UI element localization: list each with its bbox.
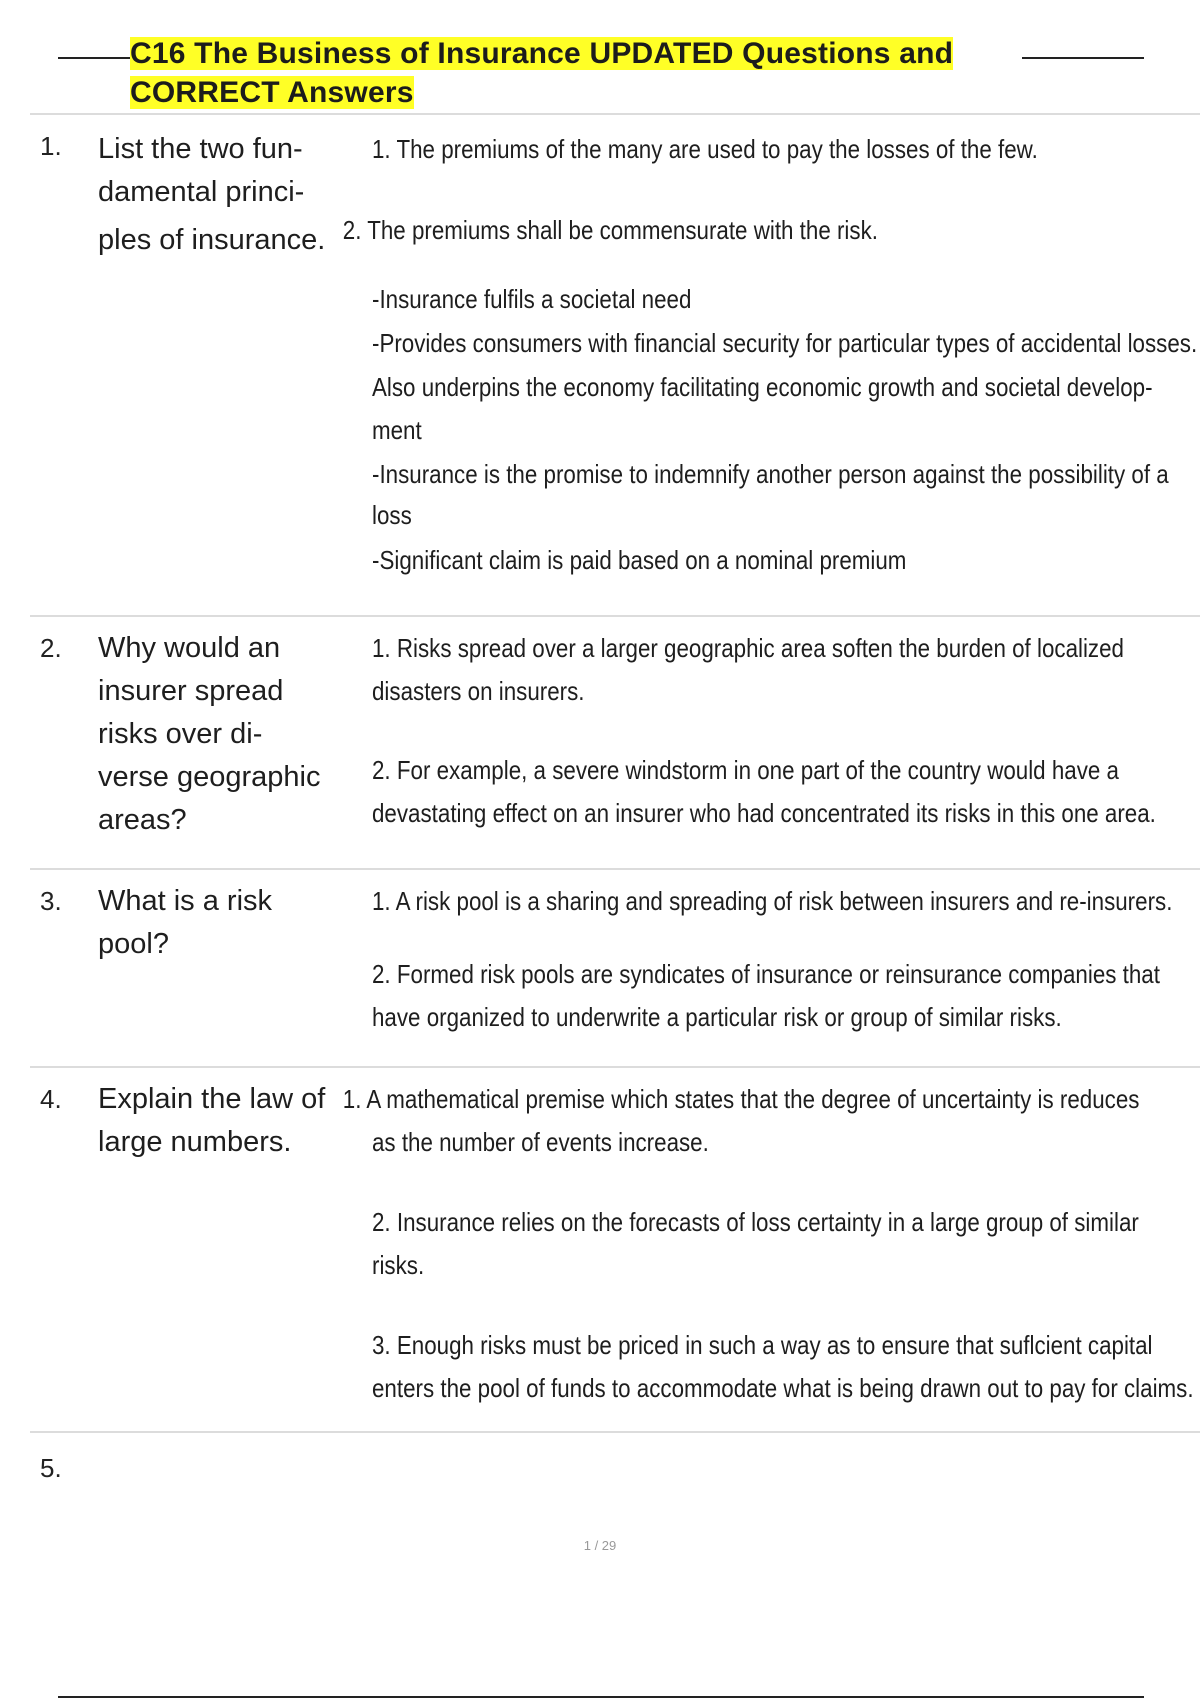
answer-line: loss xyxy=(372,500,412,530)
qa-item-4 xyxy=(30,1066,1200,1431)
question-line: ples of insurance. xyxy=(98,224,326,256)
question-line: risks over di- xyxy=(98,718,263,750)
answer-line: 2. For example, a severe windstorm in one part of the country would have a xyxy=(372,755,1119,785)
item-number: 5. xyxy=(40,1453,62,1483)
qa-item-1 xyxy=(30,113,1200,615)
answer-line: have organized to underwrite a particular risk or group of similar risks. xyxy=(372,1002,1062,1032)
title-line-2: CORRECT Answers xyxy=(130,76,414,109)
question-line: areas? xyxy=(98,804,187,836)
answer-line: -Insurance is the promise to indemnify another person against the possibility of a xyxy=(372,459,1169,489)
item-number: 1. xyxy=(40,131,62,161)
question-line: What is a risk xyxy=(98,885,273,917)
answer-line: devastating effect on an insurer who had concentrated its risks in this one area. xyxy=(372,798,1156,828)
question-line: verse geographic xyxy=(98,761,321,793)
answer-line: as the number of events increase. xyxy=(372,1127,709,1157)
title-rule-right xyxy=(1022,57,1144,59)
answer-line: risks. xyxy=(372,1250,425,1280)
qa-item-5 xyxy=(30,1431,1200,1513)
question-line: Why would an xyxy=(98,632,281,664)
answer-text xyxy=(342,1078,1194,1410)
question-line: damental princi- xyxy=(98,176,305,208)
answer-text xyxy=(342,128,1198,582)
question-text xyxy=(98,627,348,842)
question-line: insurer spread xyxy=(98,675,284,707)
footer-rule xyxy=(58,1696,1144,1698)
item-number: 4. xyxy=(40,1084,62,1114)
question-line: Explain the law of xyxy=(98,1083,326,1115)
answer-line: 2. The premiums shall be commensurate with the risk. xyxy=(342,215,878,245)
question-text xyxy=(98,1078,348,1164)
answer-line: -Significant claim is paid based on a nominal premium xyxy=(372,545,907,575)
answer-line: 3. Enough risks must be priced in such a way as to ensure that suflcient capital xyxy=(372,1330,1153,1360)
answer-line: 1. The premiums of the many are used to pay the losses of the few. xyxy=(372,134,1038,164)
question-line: pool? xyxy=(98,928,169,960)
answer-line: 2. Insurance relies on the forecasts of loss certainty in a large group of similar xyxy=(372,1207,1139,1237)
answer-line: 1. A risk pool is a sharing and spreading of risk between insurers and re-insurers. xyxy=(372,886,1173,916)
answer-line: enters the pool of funds to accommodate what is being drawn out to pay for claims. xyxy=(372,1373,1194,1403)
question-line: large numbers. xyxy=(98,1126,292,1158)
answer-line: 2. Formed risk pools are syndicates of insurance or reinsurance companies that xyxy=(372,959,1160,989)
item-number: 2. xyxy=(40,633,62,663)
answer-line: ment xyxy=(372,415,422,445)
qa-item-2 xyxy=(30,615,1200,868)
question-text xyxy=(98,128,348,262)
answer-text xyxy=(372,627,1156,835)
answer-text xyxy=(372,880,1173,1039)
answer-line: disasters on insurers. xyxy=(372,676,585,706)
qa-item-3 xyxy=(30,868,1200,1066)
answer-line: Also underpins the economy facilitating economic growth and societal develop- xyxy=(372,372,1153,402)
document-title xyxy=(130,34,1030,112)
title-line-1: C16 The Business of Insurance UPDATED Questions and xyxy=(130,37,954,70)
question-line: List the two fun- xyxy=(98,133,303,165)
answer-line: -Insurance fulfils a societal need xyxy=(372,284,692,314)
title-rule-left xyxy=(58,57,130,59)
question-text xyxy=(98,880,348,966)
qa-list xyxy=(30,113,1200,1513)
page-number: 1 / 29 xyxy=(583,1538,617,1553)
answer-line: -Provides consumers with financial security for particular types of accidental losses. xyxy=(372,328,1198,358)
answer-line: 1. Risks spread over a larger geographic area soften the burden of localized xyxy=(372,633,1124,663)
answer-line: 1. A mathematical premise which states that the degree of uncertainty is reduces xyxy=(342,1084,1140,1114)
item-number: 3. xyxy=(40,886,62,916)
